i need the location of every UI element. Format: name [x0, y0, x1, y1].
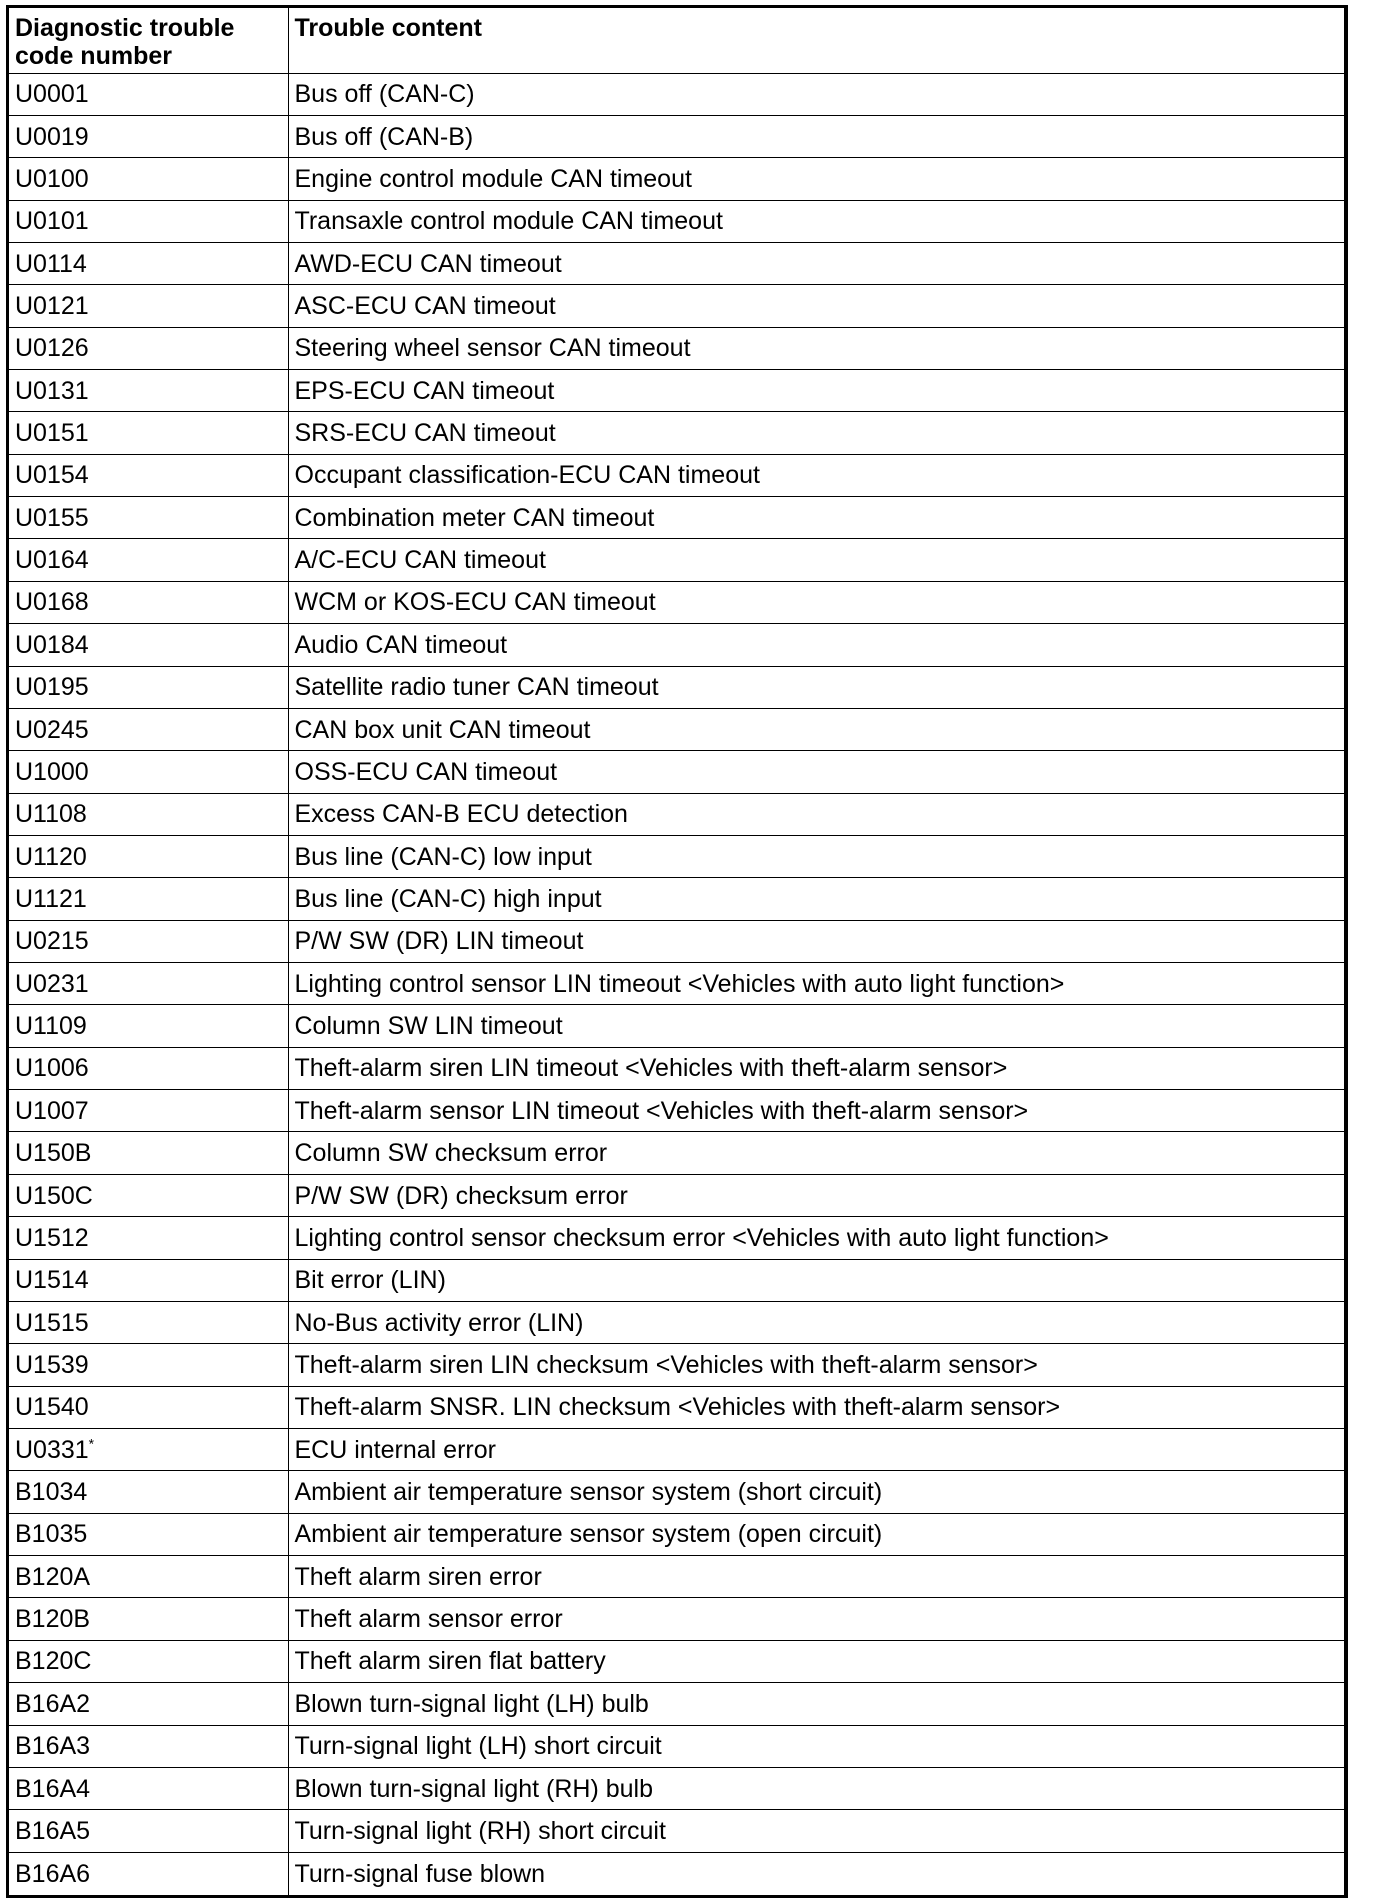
dtc-code-cell — [9, 793, 288, 835]
dtc-code: U0215 — [15, 927, 89, 956]
dtc-code-cell — [9, 327, 288, 369]
table-row — [9, 666, 1344, 708]
table-row — [9, 963, 1344, 1005]
dtc-code-cell — [9, 370, 288, 412]
dtc-code-cell — [9, 539, 288, 581]
table-row — [9, 1259, 1344, 1301]
table-header-row — [9, 8, 1344, 73]
trouble-content-cell: SRS-ECU CAN timeout — [288, 412, 1344, 454]
dtc-code-cell — [9, 1471, 288, 1513]
dtc-code-cell — [9, 1640, 288, 1682]
table-row — [9, 370, 1344, 412]
dtc-code-cell — [9, 666, 288, 708]
table-row — [9, 1429, 1344, 1471]
dtc-table-container — [6, 5, 1348, 1898]
table-row — [9, 1640, 1344, 1682]
dtc-code: U0168 — [15, 588, 89, 617]
dtc-code: B120A — [15, 1562, 91, 1591]
dtc-code-cell — [9, 708, 288, 750]
table-row — [9, 708, 1344, 750]
table-row — [9, 454, 1344, 496]
header-content: Trouble content — [288, 8, 1344, 73]
dtc-code: U1007 — [15, 1096, 89, 1125]
dtc-code-cell — [9, 1725, 288, 1767]
dtc-code-cell — [9, 1810, 288, 1852]
dtc-code: U0154 — [15, 461, 89, 490]
trouble-content-cell: Bus off (CAN-B) — [288, 115, 1344, 157]
table-row — [9, 1852, 1344, 1895]
trouble-content-cell: Blown turn-signal light (LH) bulb — [288, 1683, 1344, 1725]
trouble-content-cell: Theft-alarm SNSR. LIN checksum <Vehicles with theft-alarm sensor> — [288, 1386, 1344, 1428]
dtc-code-cell — [9, 920, 288, 962]
table-row — [9, 285, 1344, 327]
header-code: Diagnostic trouble code number — [9, 8, 288, 73]
trouble-content-cell: Steering wheel sensor CAN timeout — [288, 327, 1344, 369]
trouble-content-cell: CAN box unit CAN timeout — [288, 708, 1344, 750]
dtc-code: U0101 — [15, 207, 89, 236]
trouble-content-cell: P/W SW (DR) LIN timeout — [288, 920, 1344, 962]
dtc-code-cell — [9, 242, 288, 284]
dtc-code-cell — [9, 1217, 288, 1259]
trouble-content-cell: Engine control module CAN timeout — [288, 158, 1344, 200]
table-row — [9, 1217, 1344, 1259]
table-body — [9, 73, 1344, 1895]
trouble-content-cell: Lighting control sensor LIN timeout <Vehicles with auto light function> — [288, 963, 1344, 1005]
dtc-code-cell — [9, 1683, 288, 1725]
dtc-code: B16A4 — [15, 1774, 91, 1803]
dtc-code: U1514 — [15, 1266, 89, 1295]
table-row — [9, 1725, 1344, 1767]
trouble-content-cell: Occupant classification-ECU CAN timeout — [288, 454, 1344, 496]
trouble-content-cell: Column SW LIN timeout — [288, 1005, 1344, 1047]
trouble-content-cell: OSS-ECU CAN timeout — [288, 751, 1344, 793]
dtc-code-cell — [9, 1132, 288, 1174]
dtc-code: U0131 — [15, 376, 89, 405]
dtc-code-cell — [9, 412, 288, 454]
dtc-code-cell — [9, 1513, 288, 1555]
table-row — [9, 242, 1344, 284]
dtc-code-cell — [9, 1852, 288, 1895]
trouble-content-cell: Theft-alarm siren LIN timeout <Vehicles with theft-alarm sensor> — [288, 1047, 1344, 1089]
trouble-content-cell: A/C-ECU CAN timeout — [288, 539, 1344, 581]
dtc-code-cell — [9, 751, 288, 793]
dtc-code: U1000 — [15, 757, 89, 786]
dtc-code: U150B — [15, 1139, 92, 1168]
trouble-content-cell: Theft-alarm sensor LIN timeout <Vehicles with theft-alarm sensor> — [288, 1090, 1344, 1132]
table-row — [9, 624, 1344, 666]
trouble-content-cell: Turn-signal fuse blown — [288, 1852, 1344, 1895]
dtc-code-cell — [9, 454, 288, 496]
dtc-code-cell — [9, 878, 288, 920]
dtc-code: U0331 — [15, 1435, 89, 1464]
dtc-code: U1515 — [15, 1308, 89, 1337]
dtc-code: U1512 — [15, 1223, 89, 1252]
dtc-code: U0001 — [15, 80, 89, 109]
trouble-content-cell: P/W SW (DR) checksum error — [288, 1174, 1344, 1216]
trouble-content-cell: ECU internal error — [288, 1429, 1344, 1471]
dtc-code-cell — [9, 1386, 288, 1428]
table-row — [9, 920, 1344, 962]
table-row — [9, 327, 1344, 369]
dtc-code: U0126 — [15, 334, 89, 363]
dtc-code: U1539 — [15, 1350, 89, 1379]
table-row — [9, 1090, 1344, 1132]
trouble-content-cell: ASC-ECU CAN timeout — [288, 285, 1344, 327]
dtc-code: B16A2 — [15, 1689, 91, 1718]
dtc-code: B1034 — [15, 1478, 88, 1507]
dtc-code: U1540 — [15, 1393, 89, 1422]
dtc-code: B16A3 — [15, 1732, 91, 1761]
dtc-code: U0184 — [15, 630, 89, 659]
dtc-code-cell — [9, 1301, 288, 1343]
dtc-code: U0231 — [15, 969, 89, 998]
dtc-code: U0114 — [15, 249, 87, 278]
dtc-code-cell — [9, 1344, 288, 1386]
dtc-code-cell — [9, 158, 288, 200]
footnote-mark: * — [88, 1435, 95, 1452]
trouble-content-cell: Theft-alarm siren LIN checksum <Vehicles with theft-alarm sensor> — [288, 1344, 1344, 1386]
table-row — [9, 793, 1344, 835]
table-row — [9, 1174, 1344, 1216]
trouble-content-cell: Satellite radio tuner CAN timeout — [288, 666, 1344, 708]
trouble-content-cell: Theft alarm siren error — [288, 1556, 1344, 1598]
table-row — [9, 1344, 1344, 1386]
dtc-code-cell — [9, 581, 288, 623]
dtc-code: U0155 — [15, 503, 89, 532]
table-row — [9, 1386, 1344, 1428]
trouble-content-cell: Theft alarm sensor error — [288, 1598, 1344, 1640]
table-row — [9, 1513, 1344, 1555]
trouble-content-cell: Audio CAN timeout — [288, 624, 1344, 666]
table-row — [9, 878, 1344, 920]
trouble-content-cell: Column SW checksum error — [288, 1132, 1344, 1174]
dtc-code-cell — [9, 624, 288, 666]
trouble-content-cell: Blown turn-signal light (RH) bulb — [288, 1767, 1344, 1809]
dtc-code-cell — [9, 285, 288, 327]
dtc-code: U1121 — [15, 885, 87, 913]
dtc-code: U1120 — [15, 842, 87, 871]
dtc-code: U1108 — [15, 800, 87, 829]
trouble-content-cell: Ambient air temperature sensor system (open circuit) — [288, 1513, 1344, 1555]
dtc-code-cell — [9, 497, 288, 539]
trouble-content-cell: Bus line (CAN-C) high input — [288, 878, 1344, 920]
dtc-code-cell — [9, 1259, 288, 1301]
dtc-code-cell — [9, 1556, 288, 1598]
trouble-content-cell: Bus line (CAN-C) low input — [288, 835, 1344, 877]
trouble-content-cell: Excess CAN-B ECU detection — [288, 793, 1344, 835]
trouble-content-cell: EPS-ECU CAN timeout — [288, 370, 1344, 412]
table-row — [9, 1471, 1344, 1513]
dtc-code: B16A5 — [15, 1816, 91, 1845]
table-row — [9, 1005, 1344, 1047]
dtc-code-cell — [9, 73, 288, 115]
trouble-content-cell: AWD-ECU CAN timeout — [288, 242, 1344, 284]
dtc-code-cell — [9, 1598, 288, 1640]
trouble-content-cell: Lighting control sensor checksum error <Vehicles with auto light function> — [288, 1217, 1344, 1259]
table-row — [9, 751, 1344, 793]
trouble-content-cell: Turn-signal light (LH) short circuit — [288, 1725, 1344, 1767]
dtc-code-cell — [9, 200, 288, 242]
table-row — [9, 200, 1344, 242]
table-row — [9, 73, 1344, 115]
dtc-code: U1109 — [15, 1012, 87, 1041]
dtc-code-cell — [9, 1429, 288, 1471]
table-row — [9, 1047, 1344, 1089]
dtc-code: U0151 — [15, 419, 89, 448]
table-row — [9, 1767, 1344, 1809]
trouble-content-cell: No-Bus activity error (LIN) — [288, 1301, 1344, 1343]
trouble-content-cell: Transaxle control module CAN timeout — [288, 200, 1344, 242]
dtc-code: B1035 — [15, 1520, 88, 1549]
table-row — [9, 581, 1344, 623]
dtc-code: U150C — [15, 1181, 93, 1210]
trouble-content-cell: Bit error (LIN) — [288, 1259, 1344, 1301]
dtc-code: B120C — [15, 1647, 92, 1676]
dtc-table — [9, 8, 1344, 1895]
table-row — [9, 115, 1344, 157]
dtc-code: U0100 — [15, 164, 89, 193]
dtc-code-cell — [9, 1767, 288, 1809]
trouble-content-cell: Theft alarm siren flat battery — [288, 1640, 1344, 1682]
dtc-code: U0019 — [15, 122, 89, 151]
dtc-code: U0164 — [15, 546, 89, 575]
dtc-code: B16A6 — [15, 1859, 91, 1888]
dtc-code-cell — [9, 1174, 288, 1216]
trouble-content-cell: Ambient air temperature sensor system (short circuit) — [288, 1471, 1344, 1513]
dtc-code: B120B — [15, 1605, 91, 1634]
trouble-content-cell: Combination meter CAN timeout — [288, 497, 1344, 539]
table-row — [9, 835, 1344, 877]
trouble-content-cell: Bus off (CAN-C) — [288, 73, 1344, 115]
dtc-code: U0195 — [15, 673, 89, 702]
table-row — [9, 1301, 1344, 1343]
table-row — [9, 1683, 1344, 1725]
trouble-content-cell: Turn-signal light (RH) short circuit — [288, 1810, 1344, 1852]
dtc-code: U0245 — [15, 715, 89, 744]
dtc-code-cell — [9, 1047, 288, 1089]
table-row — [9, 1598, 1344, 1640]
dtc-code-cell — [9, 835, 288, 877]
table-row — [9, 1810, 1344, 1852]
dtc-code-cell — [9, 1005, 288, 1047]
dtc-code: U0121 — [15, 291, 89, 320]
table-row — [9, 539, 1344, 581]
table-row — [9, 412, 1344, 454]
trouble-content-cell: WCM or KOS-ECU CAN timeout — [288, 581, 1344, 623]
dtc-code-cell — [9, 963, 288, 1005]
dtc-code: U1006 — [15, 1054, 89, 1083]
dtc-code-cell — [9, 115, 288, 157]
dtc-code-cell — [9, 1090, 288, 1132]
table-row — [9, 158, 1344, 200]
table-row — [9, 1132, 1344, 1174]
table-row — [9, 497, 1344, 539]
table-row — [9, 1556, 1344, 1598]
